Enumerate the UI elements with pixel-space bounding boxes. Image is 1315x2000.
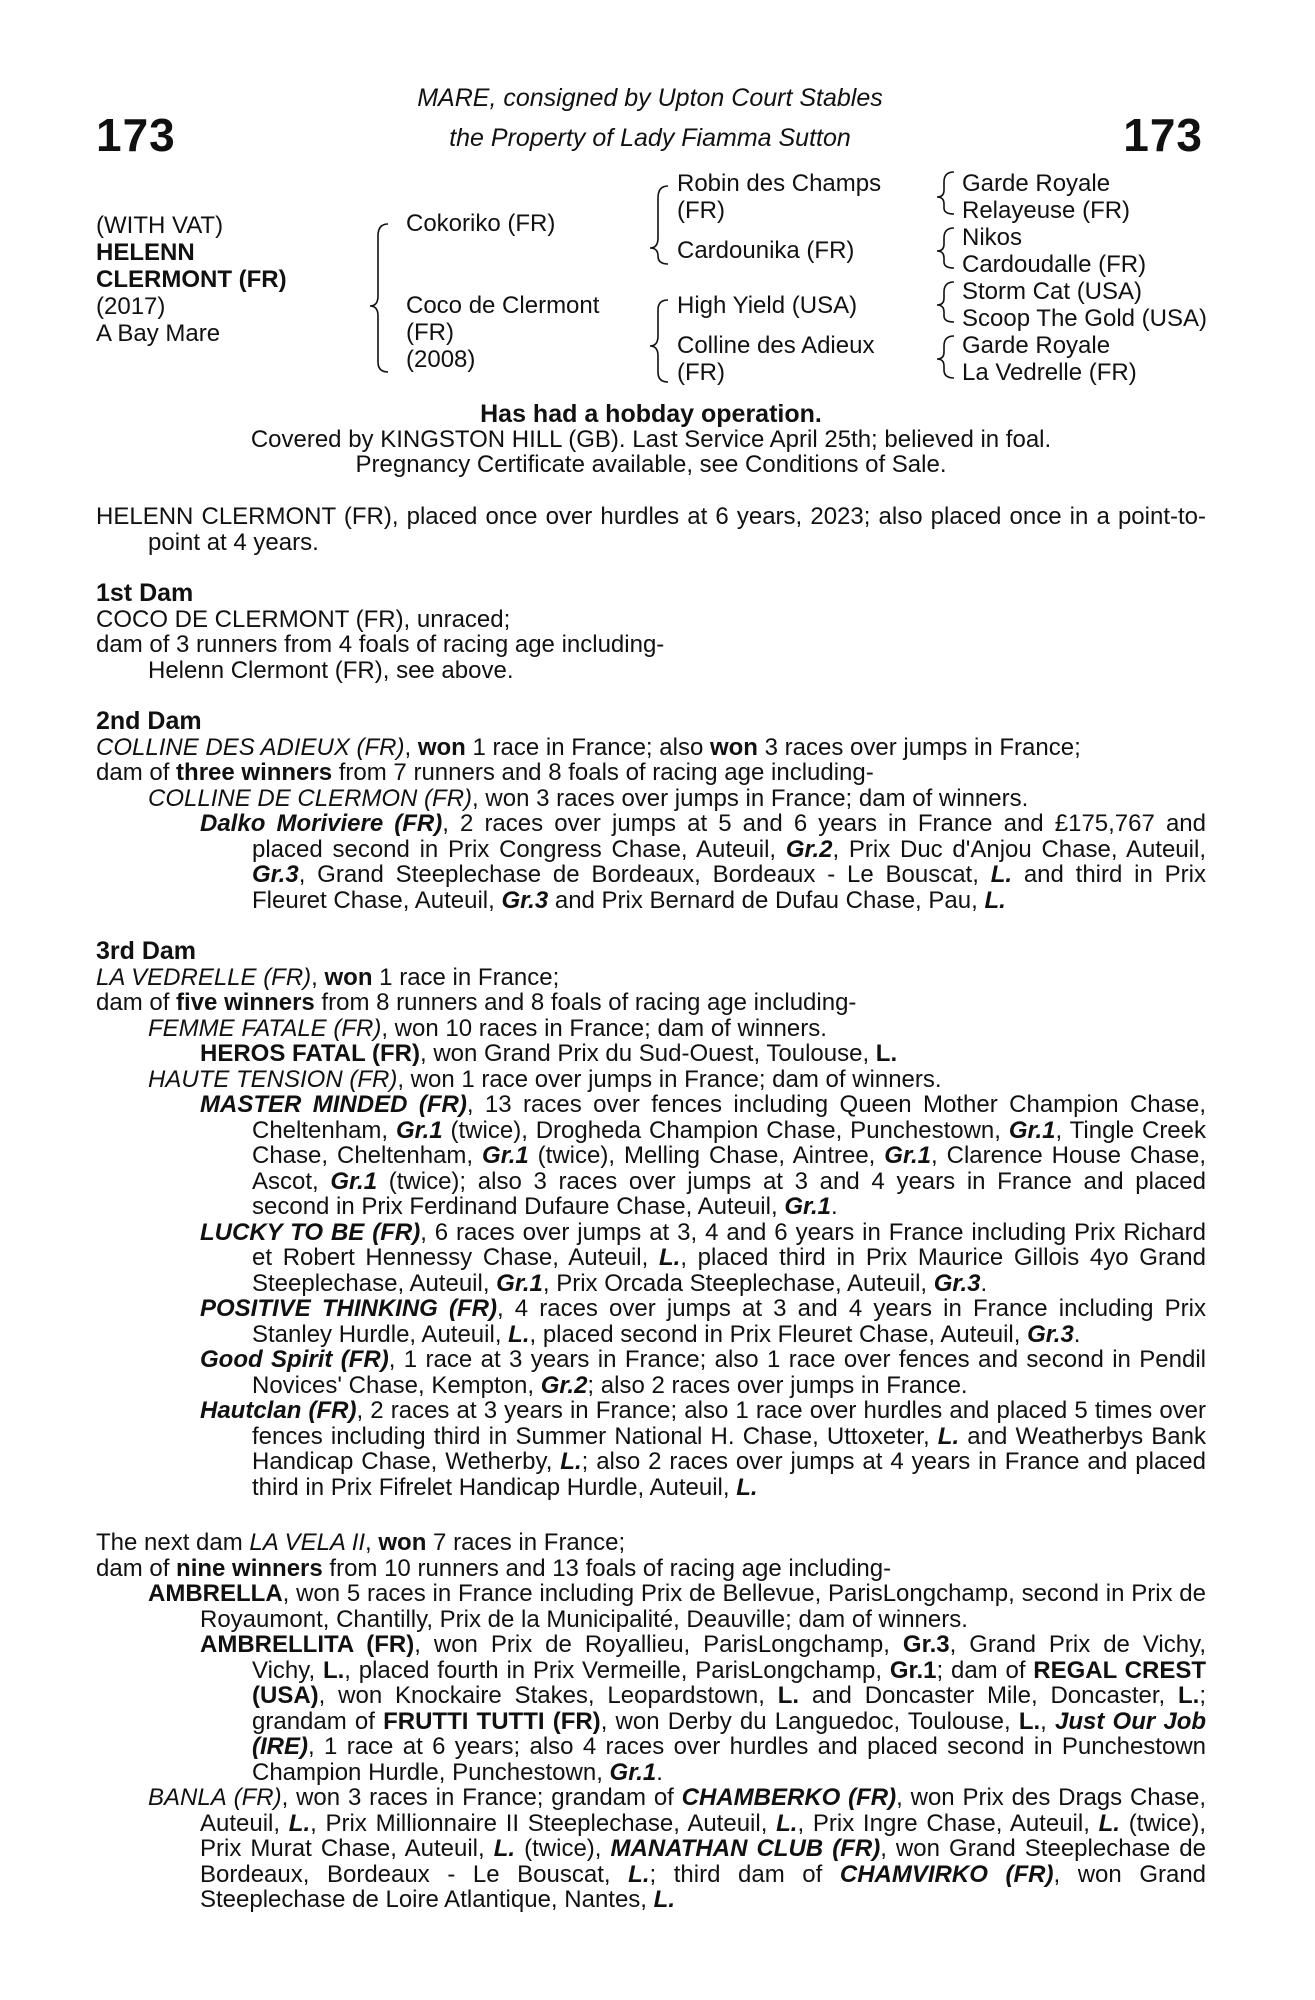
pedigree-dam-line-1: Coco de Clermont — [406, 292, 600, 319]
first-dam-line-3: Helenn Clermont (FR), see above. — [148, 656, 514, 684]
gg-2: Relayeuse (FR) — [962, 197, 1131, 224]
gg-6: Scoop The Gold (USA) — [962, 305, 1208, 332]
first-dam-heading: 1st Dam — [96, 579, 194, 607]
consignment-line-1: MARE, consigned by Upton Court Stables — [417, 84, 883, 112]
horse-year: (2017) — [96, 293, 166, 320]
lot-number-right: 173 — [1123, 109, 1203, 161]
pedigree-dam — [406, 292, 599, 373]
gg-brace-1 — [937, 172, 954, 214]
sale-notes — [96, 402, 1206, 477]
third-dam-lucky-to-be: LUCKY TO BE (FR), 6 races over jumps at 3, 4 and 6 years in France including Prix Richard et Robert Hennessy Chase, Auteuil, L., placed third in Prix Maurice Gillois 4yo Grand Steeplechase, Auteuil, Gr.1, Prix Orcada Steeplechase, Auteuil, Gr.3. — [200, 1218, 1206, 1297]
third-dam-good-spirit: Good Spirit (FR), 1 race at 3 years in France; also 1 race over fences and second in Pendil Novices' Chase, Kempton, Gr.2; also 2 races over jumps in France. — [200, 1346, 1206, 1399]
next-dam-banla: BANLA (FR), won 3 races in France; grandam of CHAMBERKO (FR), won Prix des Drags Chase, Auteuil, L., Prix Millionnaire II Steeplechase, Auteuil, L., Prix Ingre Chase, Auteuil, L. (twice), Prix Murat Chase, Auteuil, L. (twice), MANATHAN CLUB (FR), won Grand Steeplechase de Bordeaux, Bordeaux - Le Bouscat, L.; third dam of CHAMVIRKO (FR), won Grand Steeplechase de Loire Atlantique, Nantes, L. — [148, 1784, 1207, 1913]
pedigree-great-grandparents — [962, 170, 1207, 386]
gg-1: Garde Royale — [962, 170, 1111, 197]
horse-name-line-1: HELENN — [96, 239, 195, 266]
gg-4: Cardoudalle (FR) — [962, 251, 1147, 278]
next-dam-line-2: dam of nine winners from 10 runners and 13 foals of racing age including- — [96, 1554, 892, 1582]
third-dam-line-1: LA VEDRELLE (FR), won 1 race in France; — [96, 963, 560, 991]
third-dam-line-2: dam of five winners from 8 runners and 8 foals of racing age including- — [96, 989, 857, 1016]
next-dam-ambrella: AMBRELLA, won 5 races in France including Prix de Bellevue, ParisLongchamp, second in Prix de Royaumont, Chantilly, Prix de la Municipalité, Deauville; dam of winners. — [148, 1580, 1206, 1633]
next-dam-ambrellita: AMBRELLITA (FR), won Prix de Royallieu, ParisLongchamp, Gr.3, Grand Prix de Vichy, Vichy, L., placed fourth in Prix Vermeille, ParisLongchamp, Gr.1; dam of REGAL CREST (USA), won Knockaire Stakes, Leopardstown, L. and Doncaster Mile, Doncaster, L.; grandam of FRUTTI TUTTI (FR), won Derby du Languedoc, Toulouse, L., Just Our Job (IRE), 1 race at 6 years; also 4 races over hurdles and placed second in Punchestown Champion Hurdle, Punchestown, Gr.1. — [200, 1631, 1207, 1786]
pedigree-grandsire-2: High Yield (USA) — [677, 292, 858, 319]
consignment-line-2: the Property of Lady Fiamma Sutton — [449, 124, 851, 152]
third-dam-positive-thinking: POSITIVE THINKING (FR), 4 races over jumps at 3 and 4 years in France including Prix Stanley Hurdle, Auteuil, L., placed second in Prix Fleuret Chase, Auteuil, Gr.3. — [200, 1295, 1206, 1348]
catalogue-body — [96, 504, 1206, 1913]
pregnancy-note: Pregnancy Certificate available, see Conditions of Sale. — [355, 451, 947, 478]
second-dam-line-2: dam of three winners from 7 runners and 8 foals of racing age including- — [96, 759, 874, 786]
gg-7: Garde Royale — [962, 332, 1111, 359]
sire-dam-brace — [370, 224, 388, 372]
second-dam-heading: 2nd Dam — [96, 707, 202, 735]
pedigree-granddam-2 — [677, 332, 874, 386]
covered-note: Covered by KINGSTON HILL (GB). Last Service April 25th; believed in foal. — [250, 426, 1052, 453]
vat-note: (WITH VAT) — [96, 212, 224, 239]
dam-brace — [650, 300, 668, 382]
pedigree-g4-line-1: Colline des Adieux — [677, 332, 875, 359]
pedigree-dam-line-2: (FR) — [406, 319, 454, 346]
gg-brace-2 — [937, 228, 954, 268]
gg-8: La Vedrelle (FR) — [962, 359, 1137, 386]
sire-brace — [650, 186, 668, 264]
pedigree-granddam-1: Cardounika (FR) — [677, 237, 855, 264]
pedigree-g4-line-2: (FR) — [677, 359, 725, 386]
third-dam-heros: HEROS FATAL (FR), won Grand Prix du Sud-Ouest, Toulouse, L. — [200, 1040, 898, 1067]
third-dam-haute: HAUTE TENSION (FR), won 1 race over jumps in France; dam of winners. — [148, 1065, 942, 1093]
third-dam-femme: FEMME FATALE (FR), won 10 races in France; dam of winners. — [148, 1014, 827, 1042]
pedigree-grandsire-1 — [677, 170, 881, 224]
gg-5: Storm Cat (USA) — [962, 278, 1143, 305]
gg-3: Nikos — [962, 224, 1023, 251]
pedigree-g1-line-1: Robin des Champs — [677, 170, 882, 197]
pedigree-dam-line-3: (2008) — [406, 346, 476, 373]
third-dam-hautclan: Hautclan (FR), 2 races at 3 years in France; also 1 race over hurdles and placed 5 times over fences including third in Summer National H. Chase, Uttoxeter, L. and Weatherbys Bank Handicap Chase, Wetherby, L.; also 2 races over jumps at 4 years in France and placed third in Prix Fifrelet Handicap Hurdle, Auteuil, L. — [200, 1397, 1207, 1501]
second-dam-colline: COLLINE DE CLERMON (FR), won 3 races over jumps in France; dam of winners. — [148, 784, 1029, 812]
second-dam-dalko: Dalko Moriviere (FR), 2 races over jumps at 5 and 6 years in France and £175,767 and placed second in Prix Congress Chase, Auteuil, Gr.2, Prix Duc d'Anjou Chase, Auteuil, Gr.3, Grand Steeplechase de Bordeaux, Bordeaux - Le Bouscat, L. and third in Prix Fleuret Chase, Auteuil, Gr.3 and Prix Bernard de Dufau Chase, Pau, L. — [200, 810, 1206, 914]
first-dam-line-1: COCO DE CLERMONT (FR), unraced; — [96, 605, 511, 633]
horse-description: A Bay Mare — [96, 320, 221, 347]
second-dam-line-1: COLLINE DES ADIEUX (FR), won 1 race in France; also won 3 races over jumps in France; — [96, 733, 1081, 761]
pedigree-g1-line-2: (FR) — [677, 197, 725, 224]
third-dam-master-minded: MASTER MINDED (FR), 13 races over fences including Queen Mother Champion Chase, Cheltenham, Gr.1 (twice), Drogheda Champion Chase, Punchestown, Gr.1, Tingle Creek Chase, Cheltenham, Gr.1 (twice), Melling Chase, Aintree, Gr.1, Clarence House Chase, Ascot, Gr.1 (twice); also 3 races over jumps at 3 and 4 years in France and placed second in Prix Ferdinand Dufaure Chase, Auteuil, Gr.1. — [200, 1091, 1207, 1220]
next-dam-line-1: The next dam LA VELA II, won 7 races in France; — [96, 1529, 626, 1556]
gg-brace-4 — [937, 336, 954, 378]
intro-paragraph: HELENN CLERMONT (FR), placed once over hurdles at 6 years, 2023; also placed once in a point-to-point at 4 years. — [96, 503, 1206, 556]
first-dam-line-2: dam of 3 runners from 4 foals of racing age including- — [96, 631, 665, 658]
horse-name-line-2: CLERMONT (FR) — [96, 266, 287, 293]
pedigree-sire: Cokoriko (FR) — [406, 210, 556, 237]
third-dam-heading: 3rd Dam — [96, 937, 197, 965]
gg-brace-3 — [937, 282, 954, 322]
hobday-note: Has had a hobday operation. — [480, 400, 822, 428]
lot-number-left: 173 — [96, 109, 176, 161]
